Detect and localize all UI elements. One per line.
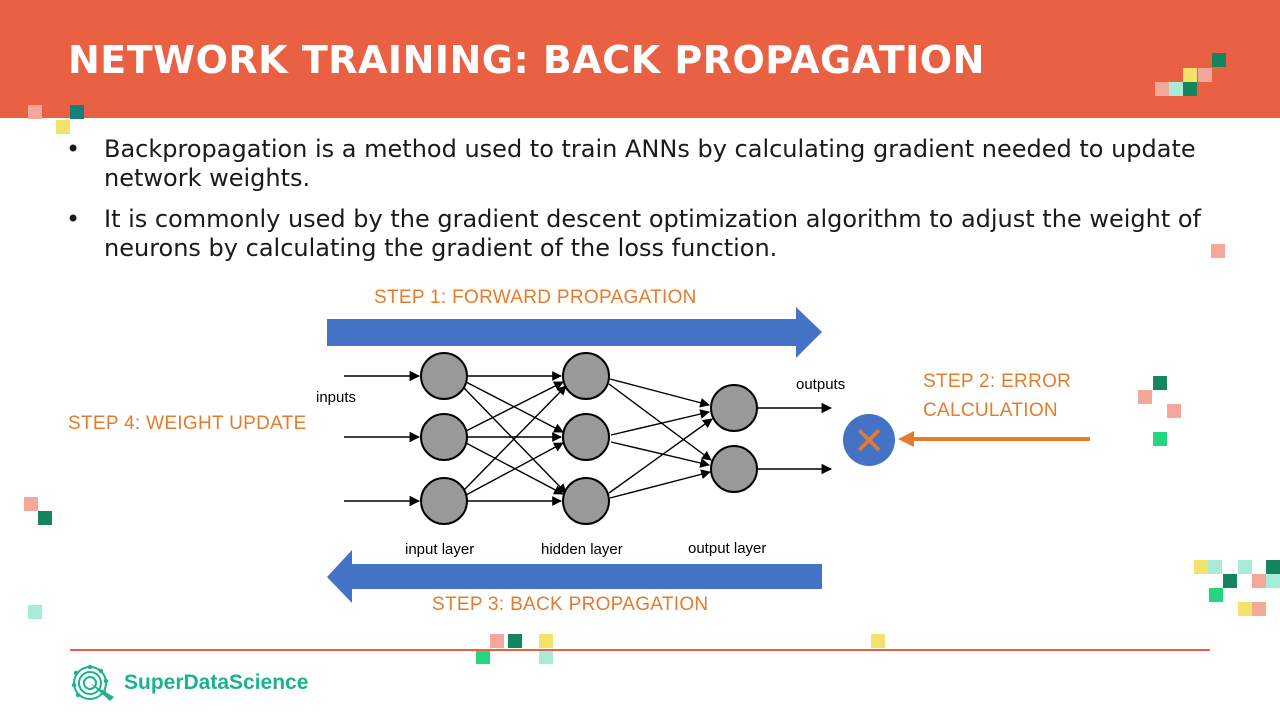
output-neuron xyxy=(711,385,757,431)
hidden-output-connections xyxy=(609,379,712,498)
brand-logo xyxy=(70,663,308,703)
footer-divider xyxy=(70,649,1210,651)
brand-name: SuperDataScience xyxy=(124,671,309,694)
hidden-neuron xyxy=(563,414,609,460)
step3-label: STEP 3: BACK PROPAGATION xyxy=(432,594,709,615)
peacock-logo-icon xyxy=(70,663,118,703)
bullet-text: It is commonly used by the gradient descent optimization algorithm to adjust the weight of neurons by calculating the gradient of the loss function. xyxy=(104,205,1202,262)
step2-label-line1: STEP 2: ERROR xyxy=(923,371,1072,392)
bullet-text: Backpropagation is a method used to train ANNs by calculating gradient needed to update network weights. xyxy=(104,135,1196,192)
input-neuron xyxy=(421,414,467,460)
input-neuron xyxy=(421,353,467,399)
step1-label: STEP 1: FORWARD PROPAGATION xyxy=(374,287,697,308)
bullet-marker: • xyxy=(66,205,81,233)
hidden-neuron xyxy=(563,353,609,399)
step2-label-line2: CALCULATION xyxy=(923,400,1058,421)
outputs-label: outputs xyxy=(796,376,846,393)
forward-arrow xyxy=(327,307,822,358)
input-hidden-connections xyxy=(464,376,566,501)
slide-title: NETWORK TRAINING: BACK PROPAGATION xyxy=(68,38,985,82)
error-x-icon: ✕ xyxy=(853,419,885,463)
inputs-label: inputs xyxy=(316,389,357,406)
output-neuron xyxy=(711,446,757,492)
step4-label: STEP 4: WEIGHT UPDATE xyxy=(68,413,307,434)
error-node xyxy=(843,414,895,466)
bullet-marker: • xyxy=(66,135,81,163)
hidden-layer-label: hidden layer xyxy=(541,541,623,558)
hidden-neuron xyxy=(563,478,609,524)
error-arrow-head xyxy=(898,431,914,447)
input-layer-label: input layer xyxy=(405,541,475,558)
output-layer-label: output layer xyxy=(688,540,767,557)
input-neuron xyxy=(421,478,467,524)
